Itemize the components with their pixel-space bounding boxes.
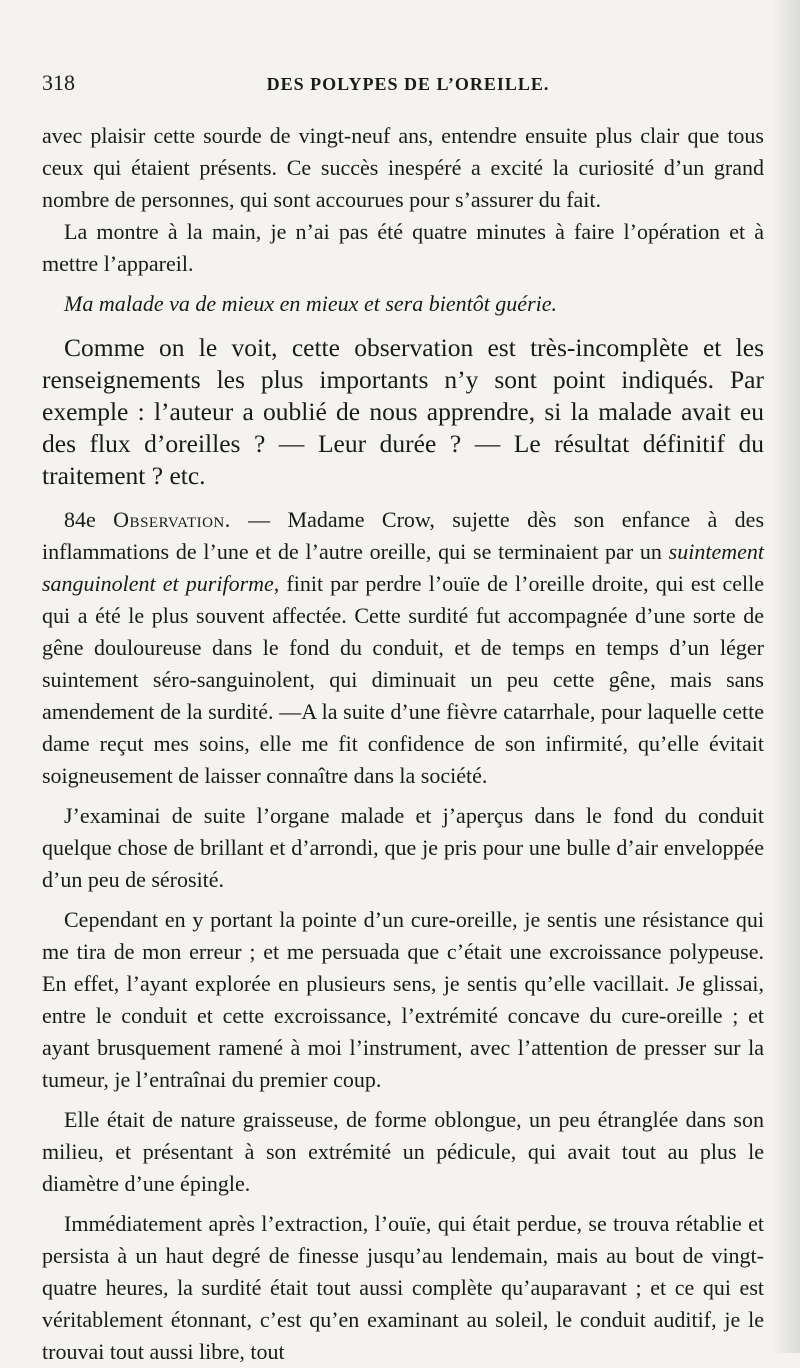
paragraph-examination: J’examinai de suite l’organe malade et j’aperçus dans le fond du conduit quelque chose de brillant et d’arrondi, que je pris pour une bulle d’air enveloppée d’un peu de sérosité. xyxy=(42,803,764,892)
page-number: 318 xyxy=(42,70,75,95)
observation-number: 84e xyxy=(64,507,96,532)
paragraph-result: Immédiatement après l’extraction, l’ouïe, qui était perdue, se trouva rétablie et persista à un haut degré de finesse jusqu’au lendemain, mais au bout de vingt-quatre heures, la surdité était tout aussi complète qu’auparavant ; et ce qui est véritablement étonnant, c’est qu’en examinant au soleil, le conduit auditif, je le trouvai tout aussi libre, tout xyxy=(42,1211,764,1364)
italic-quote: Ma malade va de mieux en mieux et sera bientôt guérie. xyxy=(64,291,558,316)
body-text xyxy=(42,120,764,1368)
paragraph-italic-quote xyxy=(42,288,764,320)
observation-text-b: , finit par perdre l’ouïe de l’oreille droite, qui est celle qui a été le plus souvent affectée. Cette surdité fut accompagnée d’une sorte de gêne douloureuse dans le fond du conduit, et de temps en temps d’un léger suintement séro-sanguinolent, qui diminuait un peu cette gêne, mais sans amendement de la surdité. —A la suite d’une fièvre catarrhale, pour laquelle cette dame reçut mes soins, elle me fit confidence de son infirmité, qu’elle évitait soigneusement de laisser connaître dans la société. xyxy=(42,571,764,788)
page-edge-shadow xyxy=(772,0,800,1353)
observation-text-a: — Madame Crow, sujette dès son enfance à des inflammations de l’une et de l’autre oreille, qui se terminaient par un xyxy=(42,507,765,564)
observation-heading: Observation. xyxy=(113,507,231,532)
book-page xyxy=(42,70,764,1368)
paragraph-description: Elle était de nature graisseuse, de forme oblongue, un peu étranglée dans son milieu, et présentant à son extrémité un pédicule, qui avait tout au plus le diamètre d’une épingle. xyxy=(42,1107,764,1196)
paragraph-operation: La montre à la main, je n’ai pas été quatre minutes à faire l’opération et à mettre l’appareil. xyxy=(42,219,764,276)
paragraph-continuation: avec plaisir cette sourde de vingt-neuf ans, entendre ensuite plus clair que tous ceux qui étaient présents. Ce succès inespéré a excité la curiosité d’un grand nombre de personnes, qui sont accourues pour s’assurer du fait. xyxy=(42,123,764,212)
paragraph-extraction: Cependant en y portant la pointe d’un cure-oreille, je sentis une résistance qui me tira de mon erreur ; et me persuada que c’était une excroissance polypeuse. En effet, l’ayant explorée en plusieurs sens, je sentis qu’elle vacillait. Je glissai, entre le conduit et cette excroissance, l’extrémité concave du cure-oreille ; et ayant brusquement ramené à moi l’instrument, avec l’attention de presser sur la tumeur, je l’entraînai du premier coup. xyxy=(42,907,764,1092)
observation-italic: suintement sanguinolent et puriforme xyxy=(42,539,764,596)
running-title: DES POLYPES DE L’OREILLE. xyxy=(266,74,550,94)
paragraph-observation-84 xyxy=(42,504,764,792)
running-header xyxy=(42,70,764,106)
paragraph-commentary: Comme on le voit, cette observation est très-incomplète et les renseignements les plus importants n’y sont point indiqués. Par exemple : l’auteur a oublié de nous apprendre, si la malade avait eu des flux d’oreilles ? — Leur durée ? — Le résultat définitif du traitement ? etc. xyxy=(42,333,764,490)
